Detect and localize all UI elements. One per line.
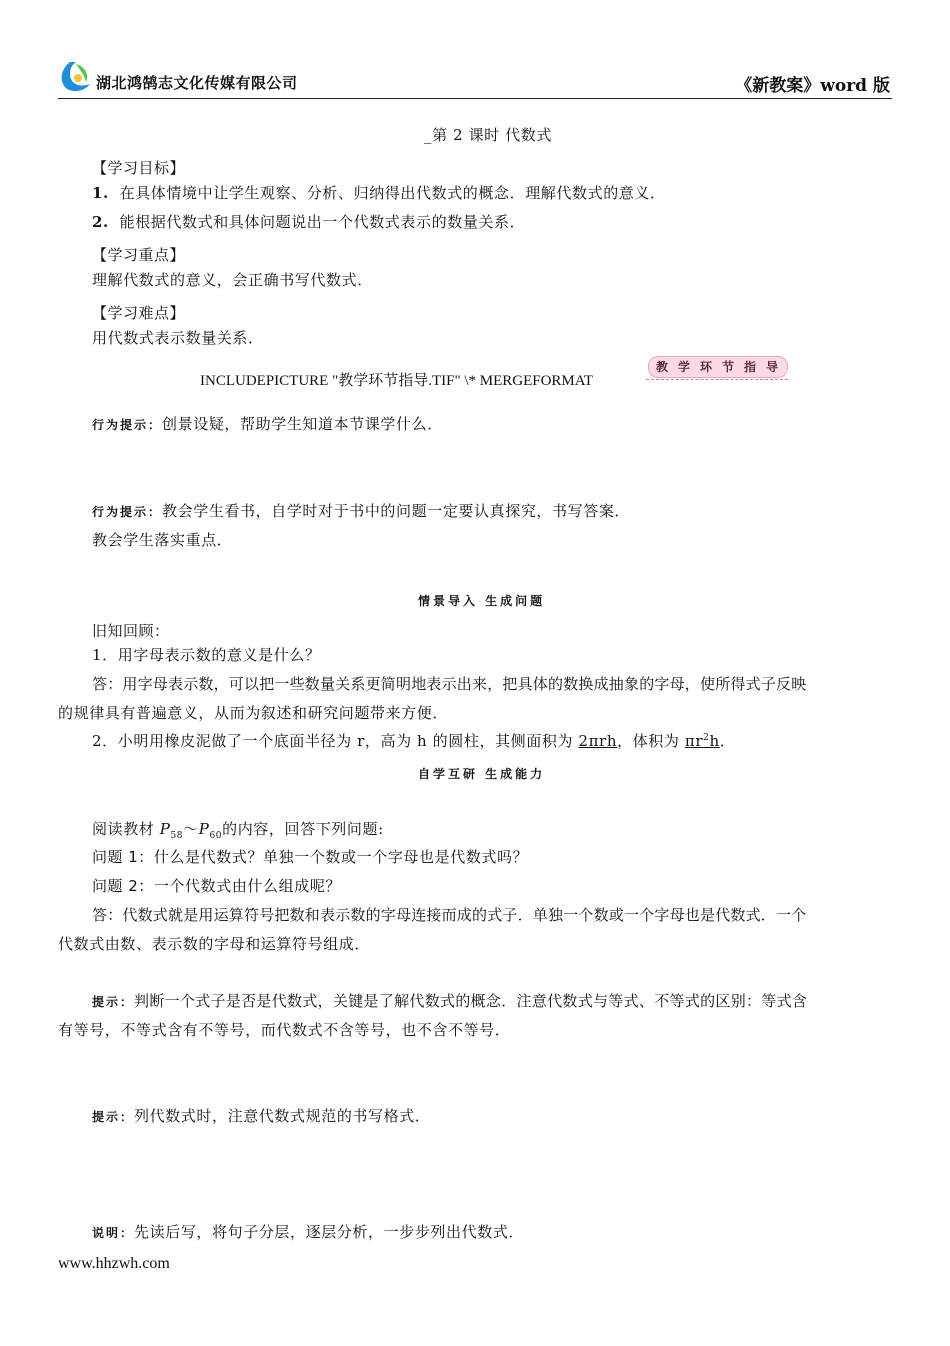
objective-item-1 [92,186,666,201]
tip-label: 提示： [92,1110,135,1124]
difficulties-text: 用代数式表示数量关系． [92,329,264,347]
answer-line-2: 代数式由数、表示数的字母和运算符号组成． [58,935,371,953]
volume-answer [685,732,720,750]
key-points-text: 理解代数式的意义，会正确书写代数式． [92,271,373,289]
q2-mid: ，体积为 [617,732,685,750]
tip-3 [92,994,807,1009]
badge-char: 环 [699,360,712,374]
question-2-label: 问题 2： [92,877,154,895]
key-points-heading: 【学习重点】 [92,246,186,264]
company-logo-icon [56,56,96,96]
tip-text: 判断一个式子是否是代数式，关键是了解代数式的概念．注意代数式与等式、不等式的区别：等式含 [134,992,808,1010]
reading-instruction: 阅读教材 $P_{58}\sim P_{60}$的内容，回答下列问题: [92,820,384,841]
read-tilde: ～ [183,820,199,838]
read-page-end: 60 [209,831,223,841]
difficulties-heading: 【学习难点】 [92,304,186,322]
include-picture-field: INCLUDEPICTURE "教学环节指导.TIF" \* MERGEFORMAT [200,373,594,389]
tip-text: 列代数式时，注意代数式规范的书写格式． [134,1107,431,1125]
tip-label: 行为提示： [92,505,163,519]
badge-char: 导 [765,360,778,374]
badge-char: 教 [655,360,668,374]
volume-answer-a: πr [684,732,704,750]
question-1 [92,850,528,865]
answer-line-1: 答：代数式就是用运算符号把数和表示数的字母连接而成的式子．单独一个数或一个字母也是代数式．一个 [92,906,807,924]
lateral-area-answer: 2πrh [578,732,618,750]
footer-website: www.hhzwh.com [58,1255,170,1272]
behavior-tip-2 [92,504,630,519]
objective-item-1-num: 1. [92,184,109,202]
objective-item-1-text: 在具体情境中让学生观察、分析、归纳得出代数式的概念．理解代数式的意义． [119,184,666,202]
q2-end: ． [719,732,736,750]
review-question-1: 1．用字母表示数的意义是什么？ [92,646,321,664]
tip-label: 提示： [92,995,135,1009]
behavior-tip-1 [92,417,443,432]
badge-char: 节 [721,360,734,374]
badge-char: 学 [677,360,690,374]
company-name: 湖北鸿鹄志文化传媒有限公司 [96,74,298,92]
note [92,1225,524,1240]
tip-4 [92,1109,430,1124]
edition-label: 《新教案》word 版 [735,76,890,96]
objective-item-2-num: 2. [92,213,109,231]
read-p: P [159,820,171,838]
badge-underline [646,379,788,380]
review-label: 旧知回顾： [92,622,170,640]
question-1-text: 什么是代数式？单独一个数或一个字母也是代数式吗？ [153,848,529,866]
volume-answer-exp: 2 [703,733,710,743]
lesson-title: _第 2 课时 代数式 [424,126,552,144]
section-heading-1: 情景导入 生成问题 [418,594,546,608]
tip-text: 创景设疑，帮助学生知道本节课学什么． [162,415,443,433]
tip-3-cont: 有等号，不等式含有不等号，而代数式不含等号，也不含不等号． [58,1021,511,1039]
behavior-tip-2-cont: 教会学生落实重点． [92,531,233,549]
note-text: 先读后写，将句子分层，逐层分析，一步步列出代数式． [134,1223,525,1241]
tip-text: 教会学生看书，自学时对于书中的问题一定要认真探究，书写答案． [162,502,631,520]
question-2-text: 一个代数式由什么组成呢？ [153,877,342,895]
q2-prefix: 2．小明用橡皮泥做了一个底面半径为 r，高为 h 的圆柱，其侧面积为 [92,732,579,750]
tip-label: 行为提示： [92,418,163,432]
question-2 [92,879,341,894]
section-heading-2: 自学互研 生成能力 [418,767,546,781]
read-prefix: 阅读教材 [92,820,160,838]
read-suffix: 的内容，回答下列问题: [222,820,384,838]
header-divider [58,98,892,99]
objective-item-2-text: 能根据代数式和具体问题说出一个代数式表示的数量关系． [119,213,526,231]
read-page-start: 58 [170,831,184,841]
note-label: 说明： [92,1226,135,1240]
review-answer-1-line1: 答：用字母表示数，可以把一些数量关系更简明地表示出来，把具体的数换成抽象的字母，使所得式子反映 [92,675,807,693]
objectives-heading: 【学习目标】 [92,159,186,177]
objective-item-2 [92,215,525,230]
volume-answer-b: h [709,732,720,750]
question-1-label: 问题 1： [92,848,154,866]
badge-char: 指 [743,360,756,374]
review-question-2 [92,734,735,749]
review-answer-1-line2: 的规律具有普遍意义，从而为叙述和研究问题带来方便． [58,704,449,722]
